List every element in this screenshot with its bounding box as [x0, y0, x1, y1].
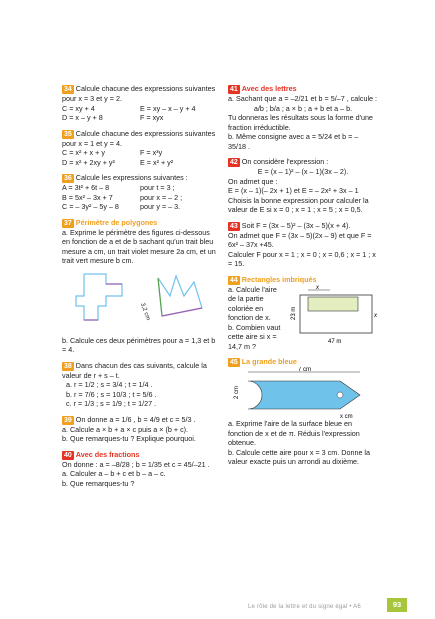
- exercise-number: 34: [64, 86, 72, 93]
- expression-row: [62, 113, 218, 123]
- exercise-39: [62, 415, 218, 444]
- question-b: b. Même consigne avec a = 5/24 et b = – 35/18 .: [228, 132, 359, 151]
- question-b: b. Calcule ces deux périmètres pour a = 1,3 et b = 4.: [62, 335, 216, 354]
- exercise-number: 41: [230, 86, 238, 93]
- question-a: a. Calcule l'aire de la partie coloriée en fonction de x.: [228, 284, 277, 322]
- expression: B = 5x² – 3x + 7: [62, 192, 113, 202]
- exercise-37: [62, 218, 218, 355]
- exercise-title: Avec des fractions: [75, 449, 140, 459]
- polygon-1: [76, 274, 122, 320]
- question-a: a. Sachant que a = –2/21 et b = 5/–7 , calcule :: [228, 94, 378, 103]
- formula: a/b ; b/a ; a × b ; a + b et a – b.: [253, 103, 353, 113]
- exercise-number: 42: [230, 159, 238, 166]
- expression-row: [62, 158, 218, 168]
- exercise-35: [62, 129, 218, 168]
- note: Tu donneras les résultats sous la forme d'une fraction irréductible.: [228, 113, 373, 132]
- question-b: b. Calcule cette aire pour x = 3 cm. Donne la valeur exacte puis un arrondi au dixième.: [228, 447, 371, 466]
- expression: pour x = – 2 ;: [140, 192, 183, 202]
- question-a: a. Exprime l'aire de la surface bleue en fonction de x et de π. Réduis l'expression obtenue.: [228, 419, 360, 447]
- question-b: b. Combien vaut cette aire si x = 14,7 m ?: [228, 322, 281, 351]
- exercise-number: 35: [64, 130, 72, 138]
- expression: pour t = 3 ;: [140, 183, 175, 192]
- exercise-45: [228, 357, 378, 467]
- exercise-text: Dans chacun des cas suivants, calcule la valeur de r + s – t.: [62, 360, 207, 380]
- footer-title: Le rôle de la lettre et du signe égal • A6: [248, 604, 361, 610]
- admit-text: On admet que :: [228, 176, 278, 186]
- exercise-text: Calcule chacune des expressions suivantes pour x = 1 et y = 4.: [62, 128, 216, 148]
- label-x: x: [316, 284, 319, 291]
- question-b: b. Que remarques-tu ? Explique pourquoi.: [62, 434, 196, 443]
- label-xcm: x cm: [340, 414, 353, 419]
- exercise-number: 37: [64, 219, 72, 227]
- exercise-44-body: [228, 285, 378, 352]
- exercise-number: 44: [230, 276, 238, 284]
- question-b: b. Que remarques-tu ?: [62, 478, 135, 488]
- expression: C = xy + 4: [62, 103, 95, 113]
- exercise-38: [62, 361, 218, 409]
- expression-row: [62, 193, 218, 203]
- equation: E = (x – 1)(– 2x + 1) et E = – 2x² + 3x – 1: [228, 186, 359, 195]
- exercise-text: Calcule chacune des expressions suivantes pour x = 3 et y = 2.: [62, 84, 216, 103]
- case-a: a. r = 1/2 ; s = 3/4 ; t = 1/4 .: [66, 380, 153, 389]
- choose-text: Choisis la bonne expression pour calculer la valeur de E si x = 0 ; x = 1 ; x = 5 ; x = 0,5.: [228, 195, 369, 214]
- label-23: 23 m: [291, 306, 297, 320]
- expression: C = – 3y² – 5y – 8: [62, 202, 119, 211]
- rectangles-figure: [286, 285, 378, 347]
- case-c: c. r = 1/3 ; s = 1/9 ; t = 1/27 .: [66, 399, 157, 408]
- exercise-43: [228, 221, 378, 269]
- exercise-42: [228, 157, 378, 215]
- exercise-number: 40: [64, 451, 72, 459]
- exercise-intro: On donne : a = –8/28 ; b = 1/35 et c = 45/–21 .: [62, 459, 210, 469]
- expression: C = x² + x + y: [62, 148, 105, 157]
- exercise-title: Avec des lettres: [241, 84, 297, 93]
- exercise-title: Rectangles imbriqués: [241, 274, 317, 284]
- question-a: a. Calcule a × b + a × c puis a × (b + c).: [62, 424, 189, 434]
- polygon-2: [158, 276, 202, 316]
- exercise-36: [62, 173, 218, 212]
- exercise-34: [62, 84, 218, 123]
- left-column: [62, 84, 218, 494]
- exercise-number: 39: [64, 416, 72, 424]
- label-2cm: 2 cm: [234, 385, 240, 399]
- exercise-number: 43: [230, 222, 238, 230]
- expression: F = x³y: [140, 148, 163, 157]
- exercise-text: Soit F = (3x – 5)² – (3x – 5)(x + 4).: [241, 220, 351, 230]
- exercise-intro: On considère l'expression :: [241, 157, 329, 166]
- exercise-number: 45: [230, 359, 238, 366]
- exercise-41: [228, 84, 378, 151]
- page-number: 93: [387, 598, 407, 612]
- right-column: [228, 84, 378, 473]
- colored-rectangle: [308, 297, 358, 311]
- blue-shape-figure: [228, 367, 378, 419]
- expression-row: [62, 202, 218, 212]
- expression: F = xyx: [140, 113, 164, 122]
- expression: D = x – y + 8: [62, 113, 103, 122]
- expression-row: [62, 148, 218, 158]
- expression: D = x² + 2xy + y²: [62, 157, 115, 167]
- expression-row: [62, 183, 218, 193]
- expression: E = (x – 1)² – (x – 1)(3x – 2).: [257, 167, 349, 176]
- expression: E = x² + y²: [140, 157, 174, 167]
- exercise-intro: On donne a = 1/6 , b = 4/9 et c = 5/3 .: [75, 414, 196, 424]
- exercise-40: [62, 450, 218, 489]
- expression: A = 3t² + 6t – 8: [62, 183, 110, 192]
- label-7cm: 7 cm: [298, 367, 312, 373]
- exercise-44: [228, 275, 378, 352]
- exercise-number: 38: [64, 362, 72, 370]
- label-47: 47 m: [328, 338, 342, 345]
- calc-text: Calculer F pour x = 1 ; x = 0 ; x = 0,6 ; x = 1 ; x = 15.: [228, 249, 376, 268]
- case-b: b. r = 7/6 ; s = 10/3 ; t = 5/6 .: [66, 389, 157, 399]
- exercise-44-questions: [228, 285, 286, 352]
- polygon-figures: [62, 266, 218, 336]
- exercise-text: Calcule les expressions suivantes :: [75, 173, 188, 182]
- exercise-number: 36: [64, 175, 72, 182]
- expression-row: [62, 104, 218, 114]
- admit-text: On admet que F = (3x – 5)(2x – 9) et que F = 6x² – 37x +45.: [228, 230, 372, 249]
- figure-label: 3,2 cm: [138, 301, 151, 321]
- question-a: a. Calculer a – b + c et b – a – c.: [62, 469, 166, 478]
- expression: E = xy – x – y + 4: [140, 103, 196, 113]
- label-x2: x: [374, 312, 377, 319]
- expression: pour y = – 3.: [140, 202, 181, 211]
- exercise-title: Périmètre de polygones: [75, 217, 158, 227]
- exercise-title: La grande bleue: [241, 357, 297, 366]
- question-a: a. Exprime le périmètre des figures ci-dessous en fonction de a et de b sachant qu'un trait bleu mesure a cm, un trait violet mesure 2a cm, et un trait vert mesure b cm.: [62, 227, 216, 265]
